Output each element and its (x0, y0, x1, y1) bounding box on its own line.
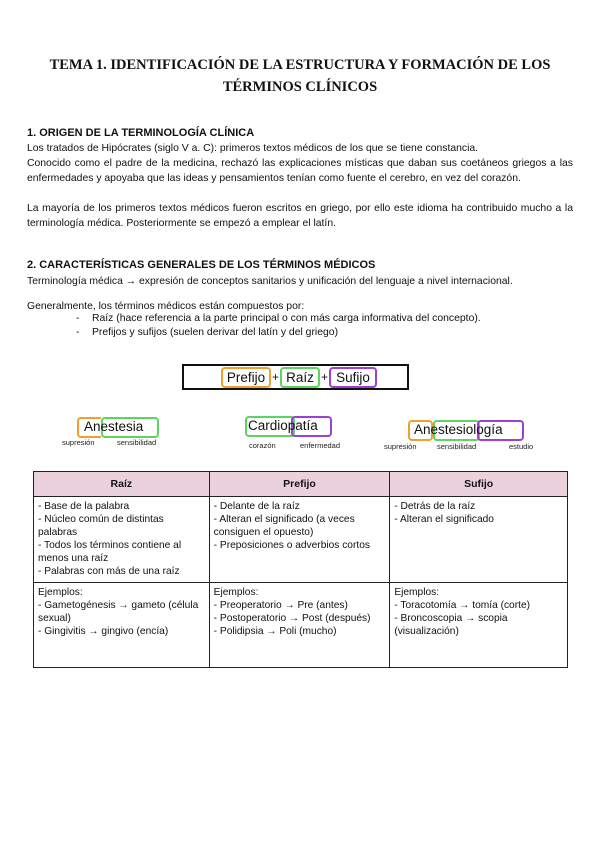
cell-line: - Alteran el significado (a veces consiguen el opuesto) (213, 514, 355, 538)
anestesia-root-text: estesia (100, 419, 144, 434)
title-line-1: TEMA 1. IDENTIFICACIÓN DE LA ESTRUCTURA Y FORMACIÓN DE LOS (49, 57, 551, 73)
anestesiologia-root-text: estesio (430, 422, 474, 437)
anestesia-caption-2: sensibilidad (117, 438, 157, 447)
cell-prefijo-description (209, 497, 390, 583)
cell-line: - Base de la palabra (38, 501, 130, 512)
terms-table (33, 471, 568, 668)
cell-line: - Detrás de la raíz (394, 501, 476, 512)
section-2-heading: 2. CARACTERÍSTICAS GENERALES DE LOS TÉRMINOS MÉDICOS (27, 259, 376, 271)
table-row (34, 497, 568, 583)
bullet-item-prefijos (76, 326, 338, 340)
bullet-text: Prefijos y sufijos (suelen derivar del latín y del griego) (92, 327, 339, 338)
cell-line: Ejemplos: (394, 587, 440, 598)
cardiopatia-caption-1: corazón (249, 441, 276, 450)
cardiopatia-caption-2: enfermedad (300, 441, 341, 450)
cell-line: - Todos los términos contiene al menos una raíz (38, 540, 182, 564)
header-sufijo: Sufijo (390, 472, 568, 497)
anestesia-caption-1: supresión (62, 438, 95, 447)
example-word-cardiopatia (248, 418, 318, 433)
bullet-text: Raíz (hace referencia a la parte principal o con más carga informativa del concepto). (92, 313, 481, 324)
cell-raiz-examples (34, 583, 210, 668)
cell-line: Ejemplos: (38, 587, 83, 598)
cell-line: - Toracotomía → tomía (corte) (394, 600, 530, 611)
bullet-item-raiz (76, 312, 481, 326)
anestesiologia-caption-1: supresión (384, 442, 417, 451)
title-line-2: TÉRMINOS CLÍNICOS (222, 79, 378, 95)
bullet-dash: - (76, 327, 80, 338)
header-prefijo: Prefijo (209, 472, 390, 497)
anestesiologia-suffix-text: logía (473, 422, 503, 437)
header-raiz: Raíz (34, 472, 210, 497)
cell-line: - Postoperatorio → Post (después) (213, 613, 371, 624)
cell-line: - Núcleo común de distintas palabras (38, 514, 164, 538)
cell-sufijo-examples (390, 583, 568, 668)
anestesiologia-prefix-text: An (414, 422, 431, 437)
cell-line: - Alteran el significado (394, 514, 494, 525)
anestesia-prefix-text: An (84, 419, 101, 434)
formula-sufijo-box: Sufijo (329, 367, 377, 388)
cell-sufijo-description (390, 497, 568, 583)
bullet-dash: - (76, 313, 80, 324)
section-1-paragraph-1: Los tratados de Hipócrates (siglo V a. C): primeros textos médicos de los que se tiene constancia. (27, 143, 479, 154)
formula-prefijo-box: Prefijo (221, 367, 271, 388)
cell-line: - Gingivitis → gingivo (encía) (38, 626, 169, 637)
formula-plus-2: + (321, 370, 329, 384)
cell-line: - Broncoscopia → scopia (visualización) (394, 613, 508, 637)
section-1-heading: 1. ORIGEN DE LA TERMINOLOGÍA CLÍNICA (27, 127, 255, 139)
section-2-paragraph-2: Generalmente, los términos médicos están compuestos por: (27, 301, 305, 312)
section-1-paragraph-2: Conocido como el padre de la medicina, rechazó las explicaciones místicas que daban sus coetáneos griegos a las enfermedades y apoyaba que las ideas y pensamientos tenían como fuente el cerebro, en vez del corazón. (27, 158, 573, 185)
cell-line: - Polidipsia → Poli (mucho) (213, 626, 337, 637)
cell-line: - Preposiciones o adverbios cortos (213, 540, 370, 551)
cell-line: - Preoperatorio → Pre (antes) (213, 600, 348, 611)
cell-line: - Delante de la raíz (213, 501, 300, 512)
cardiopatia-root-text: Cardio (248, 418, 288, 433)
cell-line: - Palabras con más de una raíz (38, 566, 180, 577)
example-word-anestesiologia (414, 422, 503, 437)
example-word-anestesia (84, 419, 143, 434)
cell-line: - Gametogénesis → gameto (célula sexual) (38, 600, 199, 624)
table-header-row (34, 472, 568, 497)
cell-line: Ejemplos: (213, 587, 259, 598)
section-1-paragraph-3: La mayoría de los primeros textos médicos fueron escritos en griego, por ello este idioma ha contribuido mucho a la terminología médica. Posteriormente se empezó a emplear el latín. (27, 203, 573, 230)
document-title (40, 54, 560, 98)
table-row (34, 583, 568, 668)
section-2-paragraph-1: Terminología médica → expresión de conceptos sanitarios y unificación del lenguaje a nivel internacional. (27, 276, 513, 287)
cell-raiz-description (34, 497, 210, 583)
anestesiologia-caption-3: estudio (509, 442, 534, 451)
anestesiologia-caption-2: sensibilidad (437, 442, 477, 451)
cardiopatia-suffix-text: patía (287, 418, 318, 433)
formula-plus-1: + (272, 370, 280, 384)
cell-prefijo-examples (209, 583, 390, 668)
formula-raiz-box: Raíz (280, 367, 320, 388)
